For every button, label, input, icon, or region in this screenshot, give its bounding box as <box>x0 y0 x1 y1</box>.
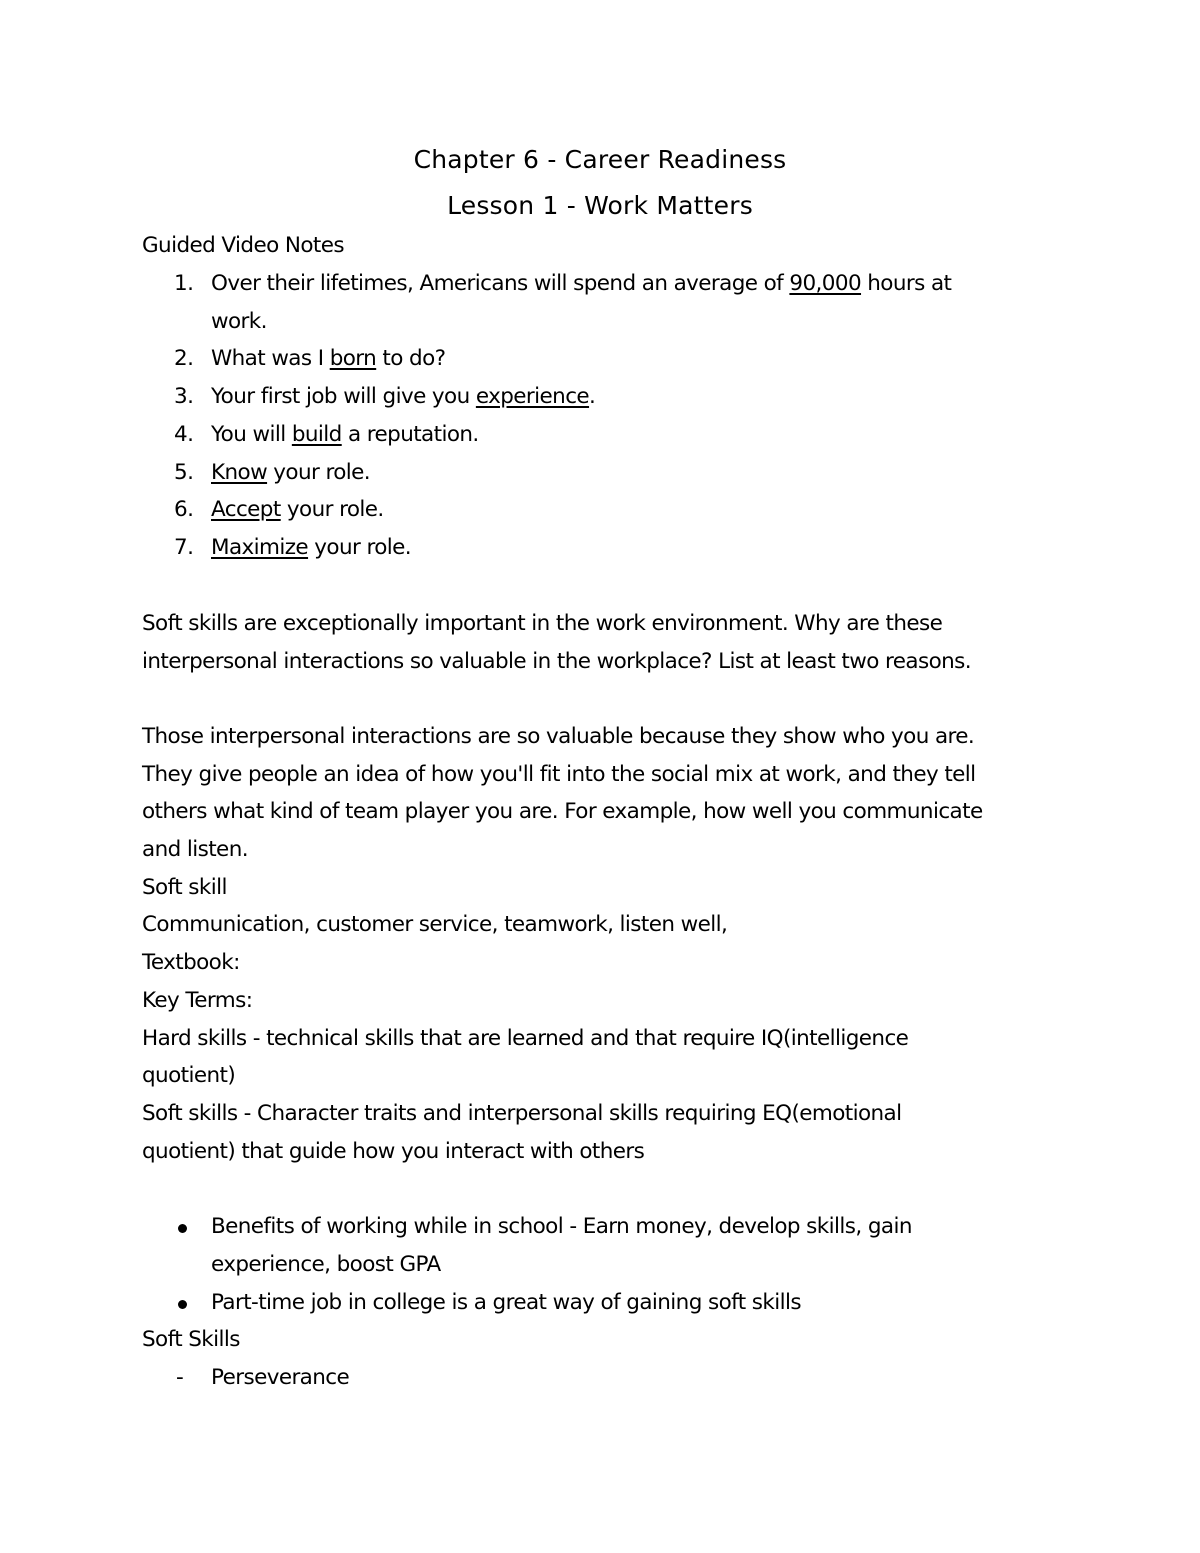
hard-skills-definition: Hard skills - technical skills that are learned and that require IQ(intelligence <box>142 1026 909 1051</box>
answer-text: Those interpersonal interactions are so valuable because they show who you are. <box>142 724 975 749</box>
list-item: 6. Accept your role. <box>174 497 384 522</box>
list-item: 1. Over their lifetimes, Americans will spend an average of 90,000 hours at <box>174 271 952 296</box>
bullet-text: Benefits of working while in school - Earn money, develop skills, gain <box>211 1214 912 1239</box>
soft-skills-heading: Soft Skills <box>142 1327 240 1352</box>
dash-icon: - <box>176 1365 184 1390</box>
answer-text: They give people an idea of how you'll fit into the social mix at work, and they tell <box>142 762 976 787</box>
soft-skills-definition: Soft skills - Character traits and interpersonal skills requiring EQ(emotional <box>142 1101 902 1126</box>
hard-skills-definition: quotient) <box>142 1063 236 1088</box>
list-item: 2. What was I born to do? <box>174 346 446 371</box>
guided-notes-heading: Guided Video Notes <box>142 233 344 258</box>
question-text: interpersonal interactions so valuable in the workplace? List at least two reasons. <box>142 649 971 674</box>
answer-text: and listen. <box>142 837 248 862</box>
list-item: 5. Know your role. <box>174 460 371 485</box>
answer-text: others what kind of team player you are. For example, how well you communicate <box>142 799 983 824</box>
soft-skills-definition: quotient) that guide how you interact with others <box>142 1139 645 1164</box>
list-item-continuation: work. <box>211 309 267 334</box>
list-item: 3. Your first job will give you experience. <box>174 384 596 409</box>
bullet-text: experience, boost GPA <box>211 1252 441 1277</box>
bullet-icon <box>178 1224 187 1233</box>
soft-skills-item: Perseverance <box>211 1365 350 1390</box>
soft-skill-heading: Soft skill <box>142 875 227 900</box>
chapter-title: Chapter 6 - Career Readiness <box>413 145 787 174</box>
textbook-heading: Textbook: <box>142 950 240 975</box>
list-item: 4. You will build a reputation. <box>174 422 479 447</box>
bullet-icon <box>178 1300 187 1309</box>
question-text: Soft skills are exceptionally important in the work environment. Why are these <box>142 611 943 636</box>
soft-skill-list: Communication, customer service, teamwork, listen well, <box>142 912 728 937</box>
list-item: 7. Maximize your role. <box>174 535 412 560</box>
key-terms-heading: Key Terms: <box>142 988 253 1013</box>
bullet-text: Part-time job in college is a great way of gaining soft skills <box>211 1290 801 1315</box>
lesson-title: Lesson 1 - Work Matters <box>447 191 753 220</box>
